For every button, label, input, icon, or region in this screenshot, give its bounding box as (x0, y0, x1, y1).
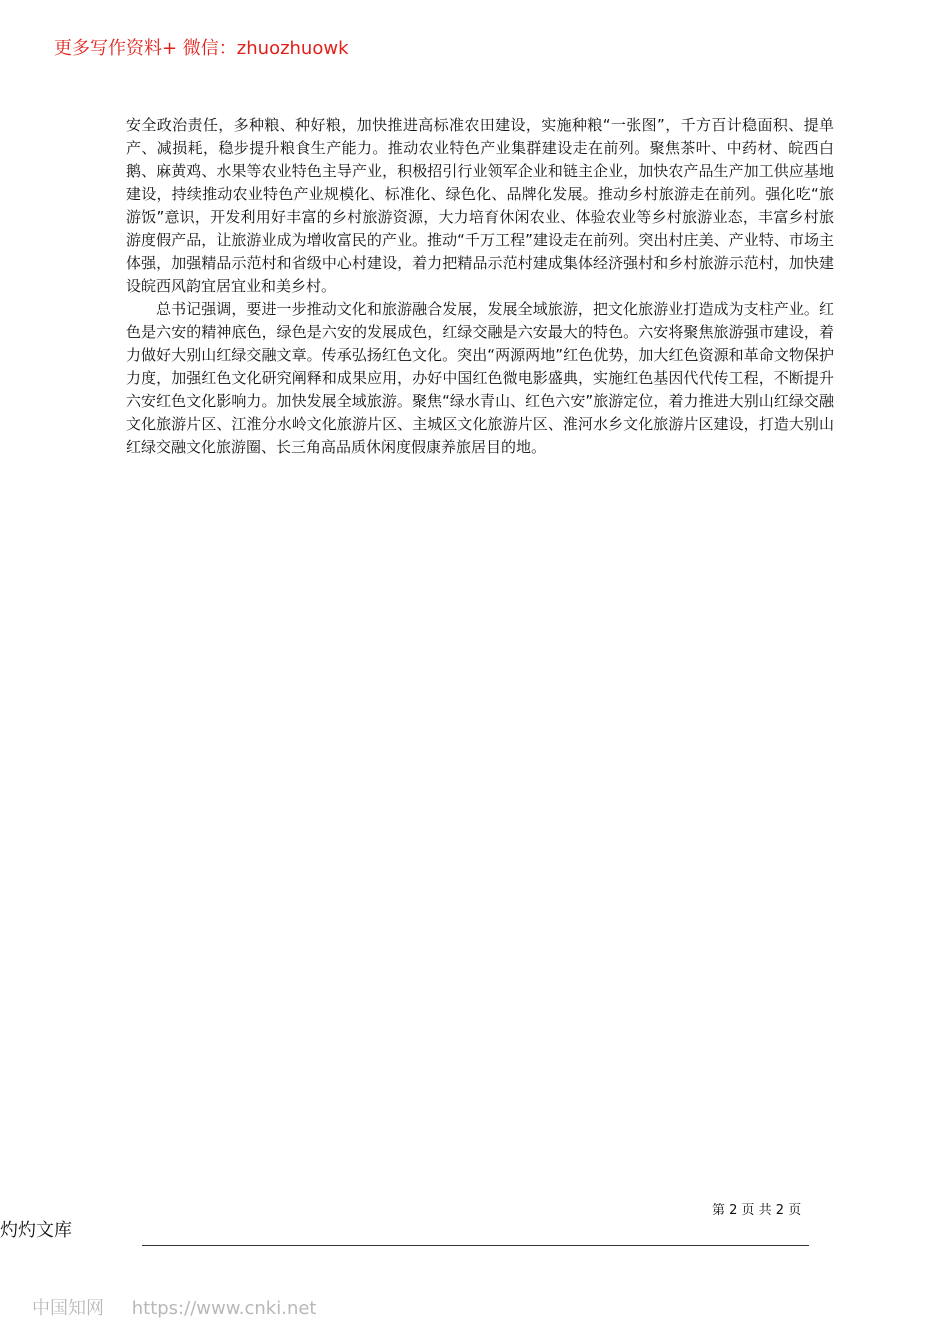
watermark-site-name: 中国知网 (32, 1298, 104, 1319)
body-paragraph: 总书记强调，要进一步推动文化和旅游融合发展，发展全域旅游，把文化旅游业打造成为支柱产业。红色是六安的精神底色，绿色是六安的发展成色，红绿交融是六安最大的特色。六安将聚焦旅游强市建设，着力做好大别山红绿交融文章。传承弘扬红色文化。突出“两源两地”红色优势，加大红色资源和革命文物保护力度，加强红色文化研究阐释和成果应用，办好中国红色微电影盛典，实施红色基因代代传工程，不断提升六安红色文化影响力。加快发展全域旅游。聚焦“绿水青山、红色六安”旅游定位，着力推进大别山红绿交融文化旅游片区、江淮分水岭文化旅游片区、主城区文化旅游片区、淮河水乡文化旅游片区建设，打造大别山红绿交融文化旅游圈、长三角高品质休闲度假康养旅居目的地。 (126, 300, 834, 456)
watermark-url: https://www.cnki.net (131, 1298, 317, 1319)
body-paragraph: 安全政治责任，多种粮、种好粮，加快推进高标准农田建设，实施种粮“一张图”，千方百计稳面积、提单产、减损耗，稳步提升粮食生产能力。推动农业特色产业集群建设走在前列。聚焦茶叶、中药材、皖西白鹅、麻黄鸡、水果等农业特色主导产业，积极招引行业领军企业和链主企业，加快农产品生产加工供应基地建设，持续推动农业特色产业规模化、标准化、绿色化、品牌化发展。推动乡村旅游走在前列。强化吃“旅游饭”意识，开发利用好丰富的乡村旅游资源，大力培育休闲农业、体验农业等乡村旅游业态，丰富乡村旅游度假产品，让旅游业成为增收富民的产业。推动“千万工程”建设走在前列。突出村庄美、产业特、市场主体强，加强精品示范村和省级中心村建设，着力把精品示范村建成集体经济强村和乡村旅游示范村，加快建设皖西风韵宜居宜业和美乡村。 (126, 116, 834, 295)
cnki-watermark (32, 1294, 316, 1320)
document-body (126, 114, 834, 459)
page-number: 第 2 页 共 2 页 (712, 1203, 802, 1218)
library-name: 灼灼文库 (0, 1220, 72, 1241)
promo-header-text: 更多写作资料+ 微信：zhuozhuowk (54, 38, 349, 59)
footer-divider (142, 1245, 809, 1246)
